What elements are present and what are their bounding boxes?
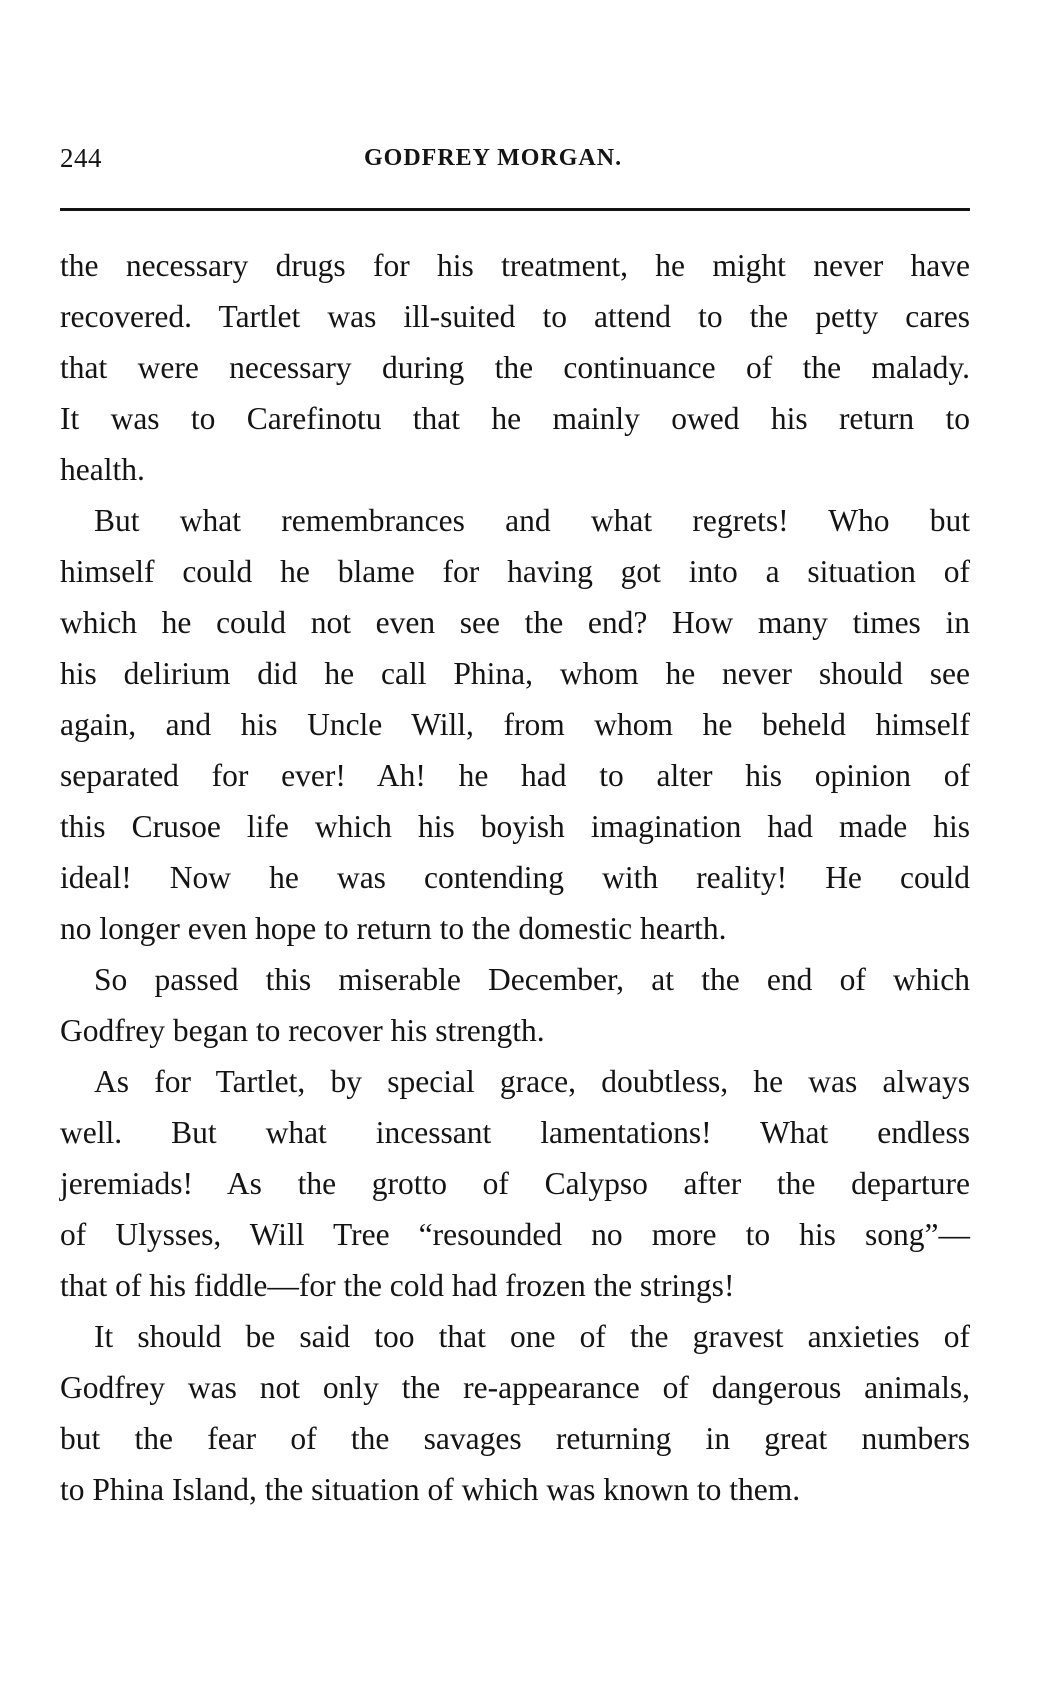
text-line: Godfrey was not only the re-appearance of dangerous animals, [60,1370,970,1405]
text-line: well. But what incessant lamentations! What endless [60,1115,970,1150]
text-line: this Crusoe life which his boyish imagination had made his [60,809,970,844]
paragraph-continued [60,240,970,495]
text-line: to Phina Island, the situation of which was known to them. [60,1472,801,1507]
text-line: health. [60,452,145,487]
header-rule [60,208,970,211]
text-line: It was to Carefinotu that he mainly owed his return to [60,401,970,436]
text-line: As for Tartlet, by special grace, doubtless, he was always [94,1064,970,1099]
text-line: but the fear of the savages returning in great numbers [60,1421,970,1456]
text-line: recovered. Tartlet was ill-suited to attend to the petty cares [60,299,970,334]
text-line: But what remembrances and what regrets! Who but [94,503,970,538]
running-title: GODFREY MORGAN. [364,145,623,171]
text-line: the necessary drugs for his treatment, he might never have [60,248,970,283]
page-header [60,138,970,178]
paragraph-anxieties [60,1311,970,1515]
text-line: that were necessary during the continuance of the malady. [60,350,970,385]
page-number: 244 [60,143,102,173]
text-line: again, and his Uncle Will, from whom he beheld himself [60,707,970,742]
text-line: jeremiads! As the grotto of Calypso after the departure [60,1166,970,1201]
text-line: himself could he blame for having got into a situation of [60,554,970,589]
text-line: that of his fiddle—for the cold had frozen the strings! [60,1268,735,1303]
text-line: ideal! Now he was contending with reality! He could [60,860,970,895]
text-line: It should be said too that one of the gravest anxieties of [94,1319,970,1354]
body-text [60,240,970,1515]
text-line: So passed this miserable December, at the end of which [94,962,970,997]
paragraph-remembrances [60,495,970,954]
text-line: no longer even hope to return to the domestic hearth. [60,911,727,946]
paragraph-december [60,954,970,1056]
text-line: his delirium did he call Phina, whom he never should see [60,656,970,691]
text-line: Godfrey began to recover his strength. [60,1013,545,1048]
paragraph-tartlet [60,1056,970,1311]
text-line: which he could not even see the end? How many times in [60,605,970,640]
text-line: separated for ever! Ah! he had to alter his opinion of [60,758,970,793]
text-line: of Ulysses, Will Tree “resounded no more to his song”— [60,1217,970,1252]
